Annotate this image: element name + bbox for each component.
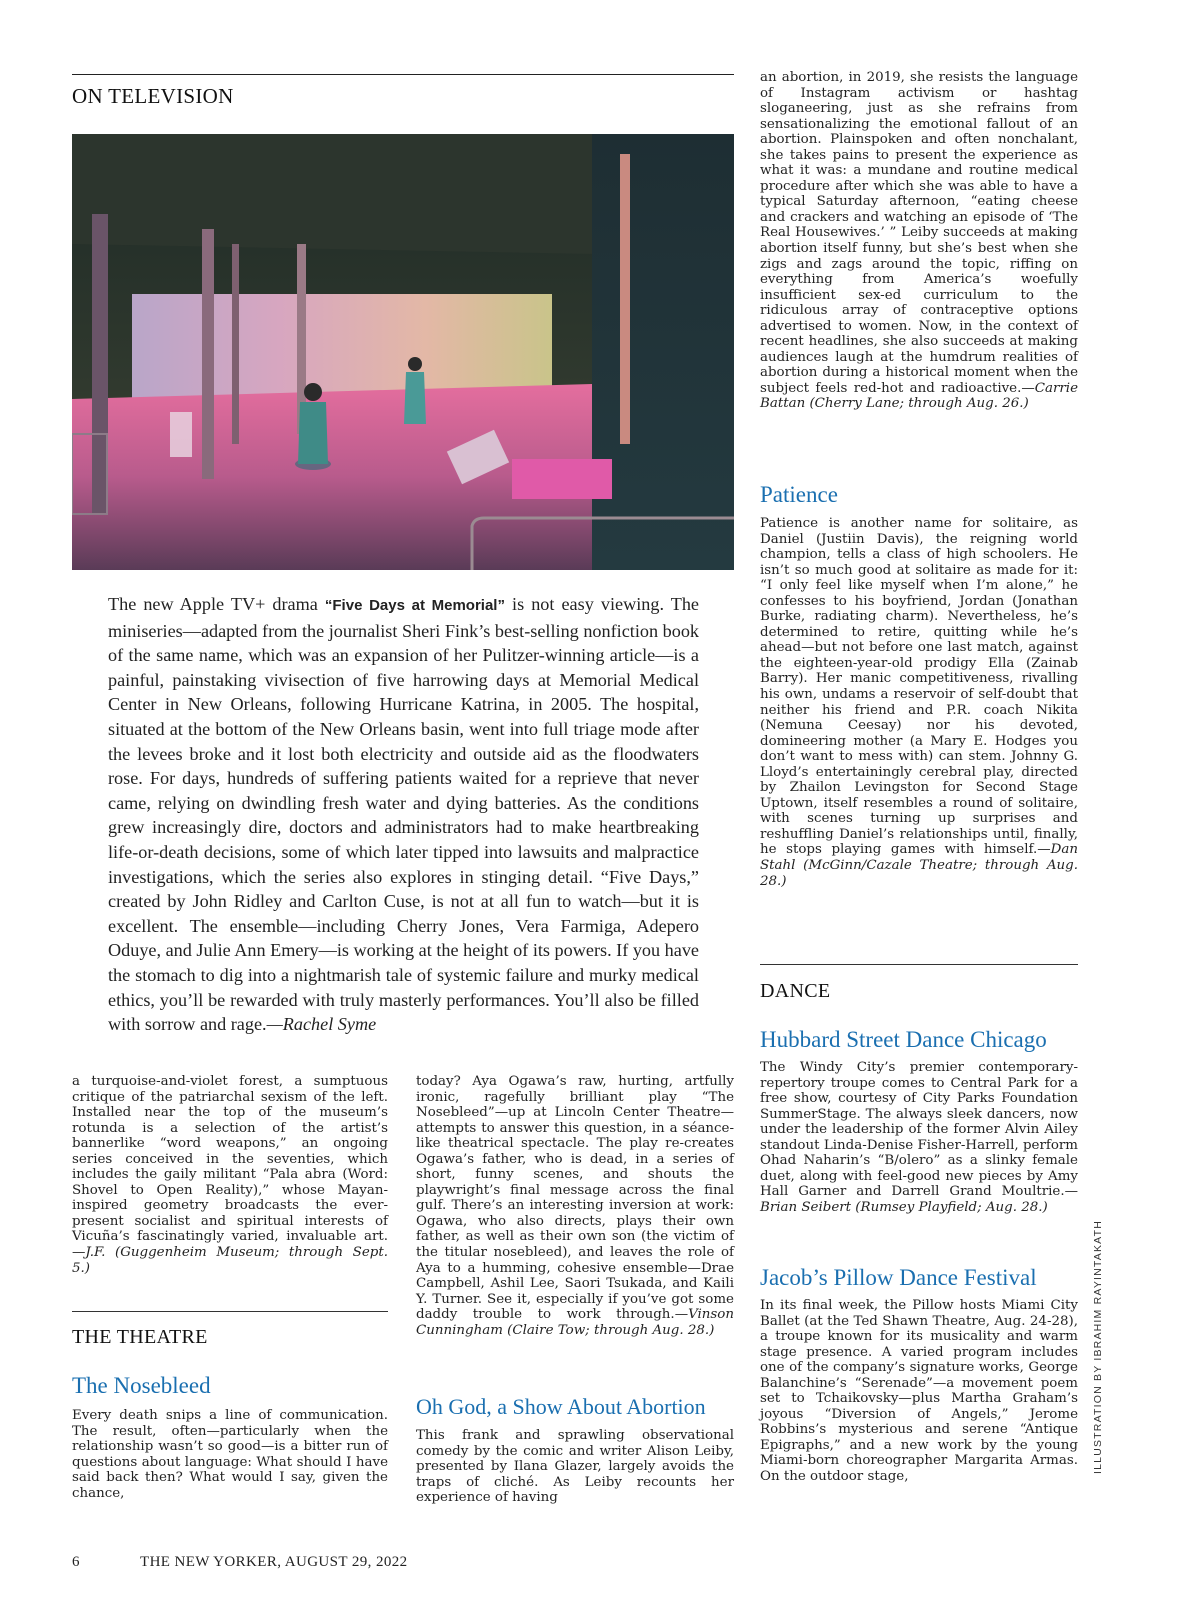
lead-prefix: The new Apple TV+ drama [108, 594, 325, 614]
dance-rule [760, 964, 1078, 965]
hubbard-body [760, 1060, 1078, 1215]
patience-body [760, 516, 1078, 889]
lead-credit: —Rachel Syme [266, 1014, 377, 1035]
lead-body: is not easy viewing. The miniseries—adapted from the journalist Sheri Fink’s best-selling nonfiction book of the same name, which was an expansion of her Pulitzer-winning article—is a painful, painstaking vivisection of five harrowing days at Memorial Medical Center in New Orleans, following Hurricane Katrina, in 2005. The hospital, situated at the bottom of the New Orleans basin, went into full triage mode after the levees broke and it lost both electricity and outside aid as the floodwaters rose. For days, hundreds of suffering patients waited for a reprieve that never came, relying on dwindling fresh water and dying batteries. As the conditions grew increasingly dire, doctors and administrators had to make heartbreaking life-or-death decisions, some of which later tipped into lawsuits and malpractice investigations, which the series also explores in stinging detail. “Five Days,” created by John Ridley and Carlton Cuse, is not at all fun to watch—but it is excellent. The ensemble—including Cherry Jones, Vera Farmiga, Adepero Oduye, and Julie Ann Emery—is working at the height of its powers. If you have the stomach to dig into a nightmarish tale of systemic failure and murky medical ethics, you’ll be rewarded with truly masterly performances. You’ll also be filled with sorrow and rage. [108, 594, 700, 1035]
abortion-text-1: This frank and sprawling observational comedy by the comic and writer Alison Leiby, presented by Ilana Glazer, largely avoids the traps of cliché. As Leiby recounts her experience of having [416, 1428, 734, 1506]
pillow-body [760, 1298, 1078, 1485]
illustration [72, 134, 734, 570]
abortion-credit: —Carrie Battan (Cherry Lane; through Aug. 26.) [760, 380, 1078, 412]
abortion-title: Oh God, a Show About Abortion [416, 1394, 706, 1419]
nosebleed-body-col2 [416, 1074, 734, 1338]
nosebleed-text-1: Every death snips a line of communication. The result, often—particularly when the relationship wasn’t so good—is a bitter run of questions about language: What should I have said back then? What would I say, given the chance, [72, 1408, 388, 1501]
section-label-dance: DANCE [760, 980, 831, 1002]
art-credit: —J.F. (Guggenheim Museum; through Sept. 5.) [72, 1245, 388, 1276]
section-label-on-television: ON TELEVISION [72, 84, 234, 108]
hubbard-title: Hubbard Street Dance Chicago [760, 1027, 1047, 1052]
lead-review [108, 592, 699, 1037]
abortion-body-col2 [416, 1428, 734, 1506]
patience-title: Patience [760, 482, 838, 507]
abortion-text-2: an abortion, in 2019, she resists the language of Instagram activism or hashtag sloganeering, just as she refrains from sensationalizing the emotional fallout of an abortion. Plainspoken and often nonchalant, she takes pains to present the experience as what it was: a mundane and routine medical procedure after which she was able to have a typical Saturday afternoon, “eating cheese and crackers and watching an episode of ‘The Real Housewives.’ ” Leiby succeeds at making abortion itself funny, but she’s best when she zigs and zags around the topic, riffing on everything from America’s woefully insufficient sex-ed curriculum to the ridiculous array of contraceptive options advertised to women. Now, in the context of recent headlines, she also succeeds at making audiences laugh at the humdrum realities of abortion during a historical moment when the subject feels red-hot and radioactive. [760, 70, 1078, 396]
nosebleed-text-2: today? Aya Ogawa’s raw, hurting, artfully ironic, ragefully brilliant play “The Nosebleed”—up at Lincoln Center Theatre—attempts to answer this question, in a séance-like theatrical spectacle. The play re-creates Ogawa’s father, who is dead, in a series of short, funny scenes, and shouts the playwright’s final message across the final gulf. There’s an interesting inversion at work: Ogawa, who also directs, plays their own father, as well as their own son (the victim of the titular nosebleed), and leaves the role of Aya to a humming, cohesive ensemble—Drae Campbell, Ashil Lee, Saori Tsukada, and Kaili Y. Turner. See it, especially if you’ve got some daddy trouble to work through. [416, 1074, 734, 1323]
pillow-text: In its final week, the Pillow hosts Miami City Ballet (at the Ted Shawn Theatre, Aug. 24-28), a troupe known for its musicality and warm stage presence. A varied program includes one of the company’s signature works, George Balanchine’s “Serenade”—a movement poem set to Tchaikovsky—plus Martha Graham’s joyous “Diversion of Angels,” Jerome Robbins’s mysterious and serene “Antique Epigraphs,” and a new work by the young Miami-born choreographer Margarita Armas. On the outdoor stage, [760, 1298, 1078, 1485]
top-rule [72, 74, 734, 75]
lead-title: “Five Days at Memorial” [324, 597, 505, 614]
nosebleed-title: The Nosebleed [72, 1373, 211, 1398]
publication-line: THE NEW YORKER, AUGUST 29, 2022 [140, 1554, 408, 1570]
art-body: a turquoise-and-violet forest, a sumptuous critique of the patriarchal sexism of the left. Installed near the top of the museum’s rotunda is a selection of the artist’s bannerlike “word weapons,” an ongoing series conceived in the seventies, which includes the gaily militant “Pala abra (Word: Shovel to Open Reality),” whose Mayan-inspired geometry broadcasts the ever-present socialist and spiritual interests of Vicuña’s fascinatingly varied, invaluable art. [72, 1074, 388, 1245]
nosebleed-body-col1 [72, 1408, 388, 1501]
nosebleed-credit: —Vinson Cunningham (Claire Tow; through Aug. 28.) [416, 1307, 734, 1338]
page-number: 6 [72, 1554, 80, 1570]
patience-text: Patience is another name for solitaire, as Daniel (Justiin Davis), the reigning world champion, tells a class of high schoolers. He isn’t so much good at solitaire as made for it: “I only feel like myself when I’m alone,” he confesses to his boyfriend, Jordan (Jonathan Burke, radiating charm). Nevertheless, he’s determined to retire, quitting while he’s ahead—but not before one last match, against the eighteen-year-old prodigy Ella (Zainab Barry). Her manic competitiveness, rivalling his own, undams a reservoir of self-doubt that neither his friend and P.R. coach Nikita (Nemuna Ceesay) nor his devoted, domineering mother (a Mary E. Hodges you don’t want to mess with) can stem. Johnny G. Lloyd’s entertainingly cerebral play, directed by Zhailon Levingston for Second Stage Uptown, itself resembles a round of solitaire, with scenes turning up surprises and reshuffling Daniel’s relationships until, finally, he stops playing games with himself. [760, 516, 1078, 858]
theatre-rule [72, 1311, 388, 1312]
patience-credit: —Dan Stahl (McGinn/Cazale Theatre; through Aug. 28.) [760, 842, 1078, 889]
illustration-credit: ILLUSTRATION BY IBRAHIM RAYINTAKATH [1092, 1220, 1104, 1474]
hubbard-text: The Windy City’s premier contemporary-repertory troupe comes to Central Park for a free show, courtesy of City Parks Foundation SummerStage. The always sleek dancers, now under the leadership of the former Alvin Ailey standout Linda-Denise Fisher-Harrell, perform Ohad Naharin’s “B/olero” as a slinky female duet, along with feel-good new pieces by Amy Hall Garner and Darrell Grand Moultrie. [760, 1060, 1078, 1200]
section-label-theatre: THE THEATRE [72, 1326, 208, 1348]
abortion-body-col3 [760, 70, 1078, 412]
flooded-hospital-illustration [72, 134, 734, 570]
hubbard-credit: —Brian Seibert (Rumsey Playfield; Aug. 28.) [760, 1184, 1078, 1215]
pillow-title: Jacob’s Pillow Dance Festival [760, 1265, 1037, 1290]
art-continuation [72, 1074, 388, 1276]
